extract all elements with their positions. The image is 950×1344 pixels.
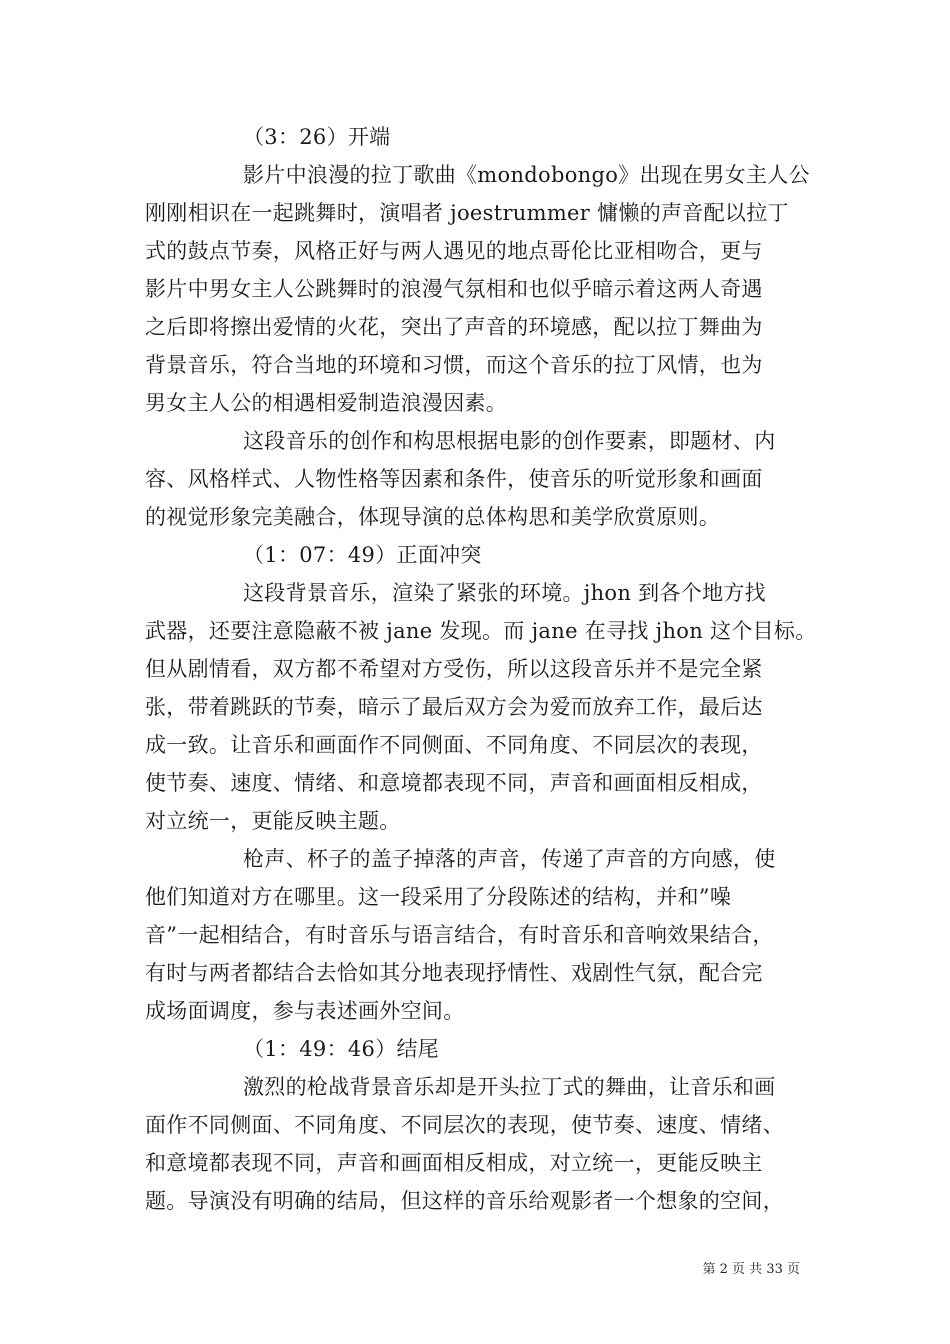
text-line: 激烈的枪战背景音乐却是开头拉丁式的舞曲，让音乐和画 xyxy=(243,1075,776,1099)
text-line: 武器，还要注意隐蔽不被 jane 发现。而 jane 在寻找 jhon 这个目标。 xyxy=(145,619,817,643)
text-line: 有时与两者都结合去恰如其分地表现抒情性、戏剧性气氛，配合完 xyxy=(145,961,763,985)
text-line: 题。导演没有明确的结局，但这样的音乐给观影者一个想象的空间， xyxy=(145,1189,784,1213)
text-line: 和意境都表现不同，声音和画面相反相成，对立统一，更能反映主 xyxy=(145,1151,763,1175)
text-line: 但从剧情看，双方都不希望对方受伤，所以这段音乐并不是完全紧 xyxy=(145,657,763,681)
text-line: 容、风格样式、人物性格等因素和条件，使音乐的听觉形象和画面 xyxy=(145,467,763,491)
text-line: 影片中浪漫的拉丁歌曲《mondobongo》出现在男女主人公 xyxy=(243,163,810,187)
section-heading-opening: （3：26）开端 xyxy=(243,125,391,149)
text-line: 成场面调度，参与表述画外空间。 xyxy=(145,999,465,1023)
text-line: 这段音乐的创作和构思根据电影的创作要素，即题材、内 xyxy=(243,429,776,453)
section-heading-ending: （1：49：46）结尾 xyxy=(243,1037,440,1061)
text-line: 成一致。让音乐和画面作不同侧面、不同角度、不同层次的表现， xyxy=(145,733,763,757)
text-line: 使节奏、速度、情绪、和意境都表现不同，声音和画面相反相成， xyxy=(145,771,763,795)
text-line: 式的鼓点节奏，风格正好与两人遇见的地点哥伦比亚相吻合，更与 xyxy=(145,239,763,263)
text-line: 对立统一，更能反映主题。 xyxy=(145,809,401,833)
text-line: 刚刚相识在一起跳舞时，演唱者 joestrummer 慵懒的声音配以拉丁 xyxy=(145,201,789,225)
text-line: 张，带着跳跃的节奏，暗示了最后双方会为爱而放弃工作，最后达 xyxy=(145,695,763,719)
document-body xyxy=(145,118,825,1220)
page-number-footer: 第 2 页 共 33 页 xyxy=(702,1262,800,1277)
text-line: 影片中男女主人公跳舞时的浪漫气氛相和也似乎暗示着这两人奇遇 xyxy=(145,277,763,301)
section-heading-confrontation: （1：07：49）正面冲突 xyxy=(243,543,482,567)
text-line: 音”一起相结合，有时音乐与语言结合，有时音乐和音响效果结合， xyxy=(145,923,774,947)
text-line: 背景音乐，符合当地的环境和习惯，而这个音乐的拉丁风情，也为 xyxy=(145,353,763,377)
text-line: 枪声、杯子的盖子掉落的声音，传递了声音的方向感，使 xyxy=(243,847,776,871)
text-line: 之后即将擦出爱情的火花，突出了声音的环境感，配以拉丁舞曲为 xyxy=(145,315,763,339)
text-line: 面作不同侧面、不同角度、不同层次的表现，使节奏、速度、情绪、 xyxy=(145,1113,784,1137)
text-line: 他们知道对方在哪里。这一段采用了分段陈述的结构，并和”噪 xyxy=(145,885,732,909)
text-line: 的视觉形象完美融合，体现导演的总体构思和美学欣赏原则。 xyxy=(145,505,721,529)
text-line: 这段背景音乐，渲染了紧张的环境。jhon 到各个地方找 xyxy=(243,581,766,605)
text-line: 男女主人公的相遇相爱制造浪漫因素。 xyxy=(145,391,508,415)
